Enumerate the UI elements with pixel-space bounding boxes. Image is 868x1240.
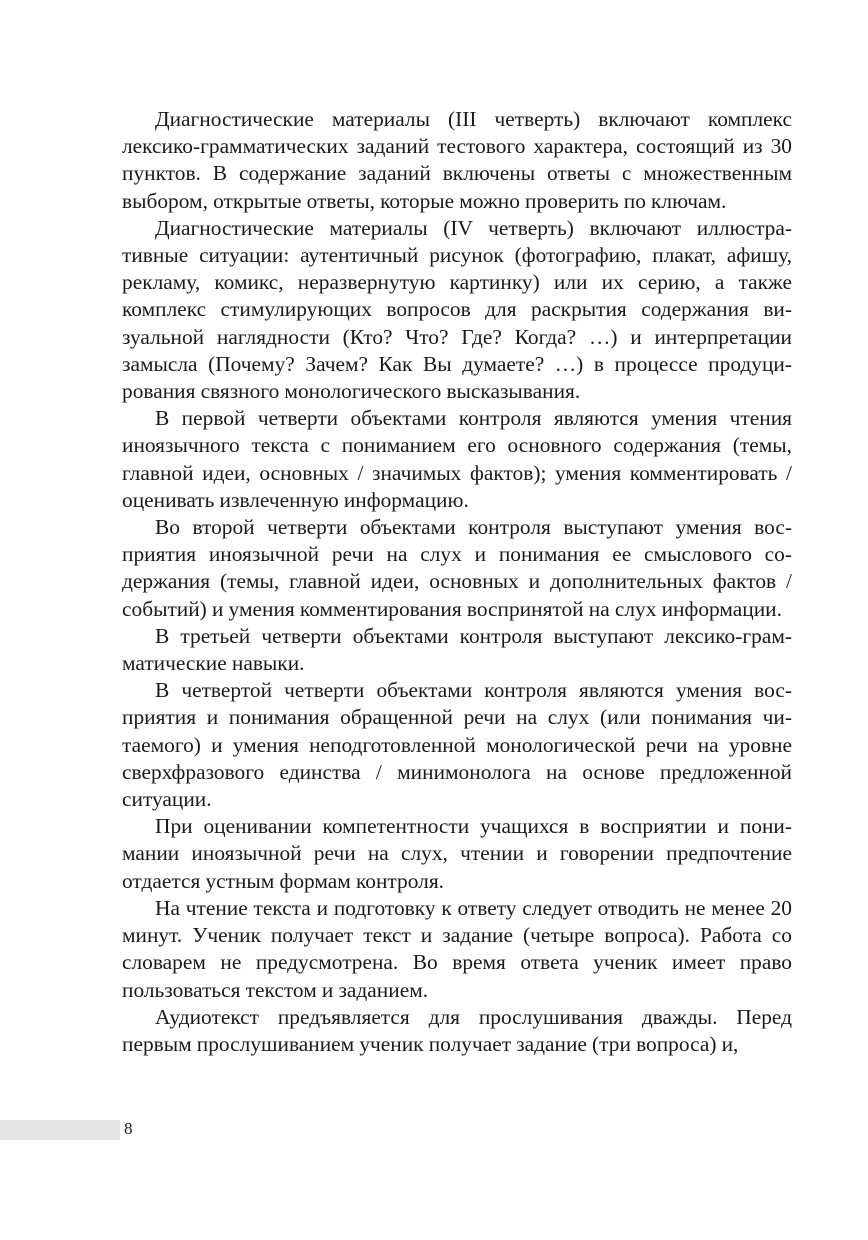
paragraph-third-quarter: В третьей четверти объектами контроля выступают лексико-грамматические навыки. bbox=[122, 623, 792, 676]
paragraph-fourth-quarter: В четвертой четверти объектами контроля являются умения восприятия и понимания обращенной речи на слух (или понимания читаемого) и умения неподготовленной монологической речи на уровне сверхфразового единства / минимонолога на основе предложенной ситуации. bbox=[122, 678, 792, 812]
paragraph-second-quarter: Во второй четверти объектами контроля выступают умения восприятия иноязычной речи на слух и понимания ее смыслового содержания (темы, главной идеи, основных и дополнительных фактов / событий) и умения комментирования воспринятой на слух информации. bbox=[122, 515, 792, 621]
page-number: 8 bbox=[124, 1119, 133, 1138]
paragraph-first-quarter: В первой четверти объектами контроля являются умения чтения иноязычного текста с пониманием его основного содержания (темы, главной идеи, основных / значимых фактов); умения комментировать / оценивать извлеченную информацию. bbox=[122, 406, 792, 512]
paragraph-assessment: При оценивании компетентности учащихся в восприятии и понимании иноязычной речи на слух, чтении и говорении предпочтение отдается устным формам контроля. bbox=[122, 814, 792, 893]
paragraph-diagnostics-q4: Диагностические материалы (IV четверть) включают иллюстративные ситуации: аутентичный рисунок (фотографию, плакат, афишу, рекламу, комикс, неразвернутую картинку) или их серию, а также комплекс стимулирующих вопросов для раскрытия содержания визуальной наглядности (Кто? Что? Где? Когда? …) и интерпретации замысла (Почему? Зачем? Как Вы думаете? …) в процессе продуцирования связного монологического высказывания. bbox=[122, 215, 792, 404]
footer-bar bbox=[0, 1120, 120, 1140]
page-body bbox=[122, 106, 792, 1058]
paragraph-reading-time: На чтение текста и подготовку к ответу следует отводить не менее 20 минут. Ученик получает текст и задание (четыре вопроса). Работа со словарем не предусмотрена. Во время ответа ученик имеет право пользоваться текстом и заданием. bbox=[122, 895, 792, 1002]
paragraph-diagnostics-q3: Диагностические материалы (III четверть) включают комплекс лексико-грамматических заданий тестового характера, состоящий из 30 пунктов. В содержание заданий включены ответы с множественным выбором, открытые ответы, которые можно проверить по ключам. bbox=[122, 107, 792, 213]
paragraph-audio-text: Аудиотекст предъявляется для прослушивания дважды. Перед первым прослушиванием ученик получает задание (три вопроса) и, bbox=[122, 1004, 792, 1056]
